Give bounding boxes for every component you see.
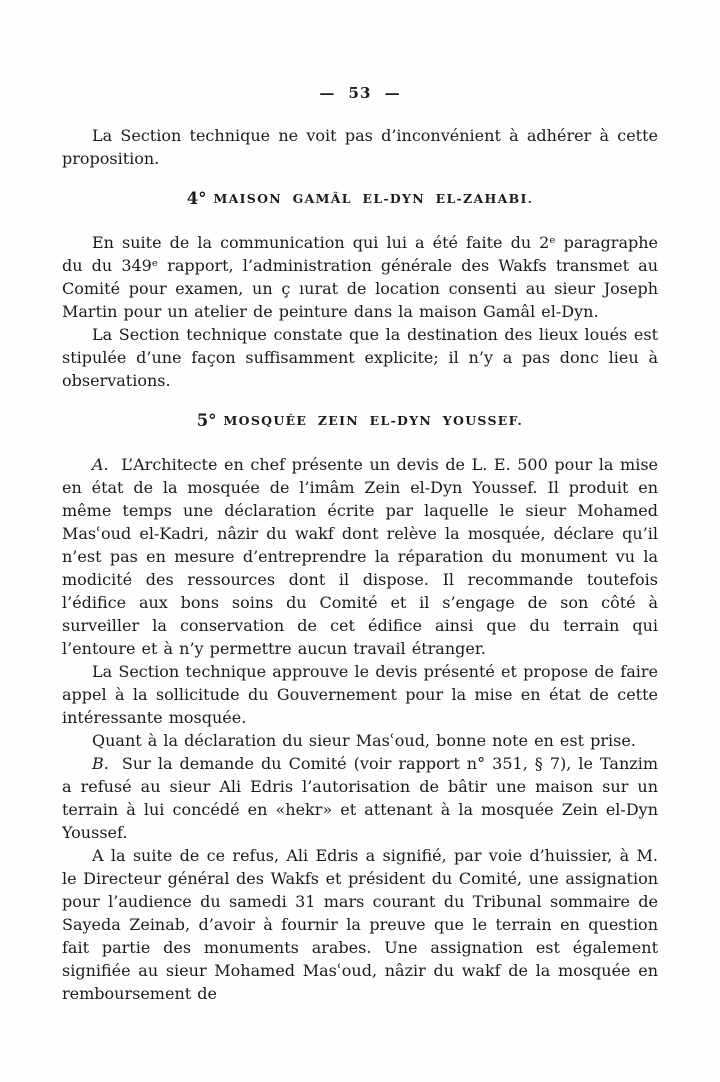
heading-4-numeral: 4° (186, 189, 207, 208)
paragraph-a (62, 453, 658, 660)
paragraph-wakfs-transmission: En suite de la communication qui lui a été faite du 2ᵉ paragraphe du du 349ᵉ rapport, l’administration générale des Wakfs transmet au Comité pour examen, un ç ıurat de location consenti au sieur Joseph Martin pour un atelier de peinture dans la maison Gamâl el-Dyn. (62, 233, 658, 321)
paragraph-b (62, 752, 658, 844)
paragraph-quant: Quant à la déclaration du sieur Masʿoud, bonne note en est prise. (92, 731, 636, 750)
heading-5-numeral: 5° (196, 411, 217, 430)
paragraph-b-label: B. (92, 754, 116, 773)
paragraph-a-text: L’Architecte en chef présente un devis de L. E. 500 pour la mise en état de la mosquée de l’imâm Zein el-Dyn Youssef. Il produit en même temps une déclaration écrite par laquelle le sieur Mohamed Masʿoud el-Kadri, nâzir du wakf dont relève la mosquée, déclare qu’il n’est pas en mesure d’entreprendre la réparation du monument vu la modicité des ressources dont il dispose. Il recommande toutefois l’édifice aux bons soins du Comité et il s’engage de son côté à surveiller la conservation de cet édifice ainsi que du terrain qui l’entoure et à n’y permettre aucun travail étranger. (62, 455, 658, 658)
paragraph-intro: La Section technique ne voit pas d’inconvénient à adhérer à cette proposition. (62, 126, 658, 168)
page-number: — 53 — (319, 84, 401, 102)
heading-4-title: MAISON GAMÂL EL-DYN EL-ZAHABI. (213, 191, 534, 206)
section-heading-5 (62, 411, 658, 431)
section-heading-4 (62, 189, 658, 209)
paragraph-section-constate: La Section technique constate que la destination des lieux loués est stipulée d’une façon suffisamment explicite; il n’y a pas donc lieu à observations. (62, 325, 658, 390)
paragraph-a-label: A. (92, 455, 116, 474)
paragraph-b-text: Sur la demande du Comité (voir rapport n° 351, § 7), le Tanzim a refusé au sieur Ali Edris l’autorisation de bâtir une maison sur un terrain à lui concédé en «hekr» et attenant à la mosquée Zein el-Dyn Youssef. (62, 754, 658, 842)
paragraph-suite-refus: A la suite de ce refus, Ali Edris a signifié, par voie d’huissier, à M. le Directeur général des Wakfs et président du Comité, une assignation pour l’audience du samedi 31 mars courant du Tribunal sommaire de Sayeda Zeinab, d’avoir à fournir la preuve que le terrain en question fait partie des monuments arabes. Une assignation est également signifiée au sieur Mohamed Masʿoud, nâzir du wakf de la mosquée en remboursement de (62, 846, 658, 1003)
heading-5-title: MOSQUÉE ZEIN EL-DYN YOUSSEF. (223, 413, 524, 428)
paragraph-section-approuve: La Section technique approuve le devis présenté et propose de faire appel à la sollicitude du Gouvernement pour la mise en état de cette intéressante mosquée. (62, 662, 658, 727)
